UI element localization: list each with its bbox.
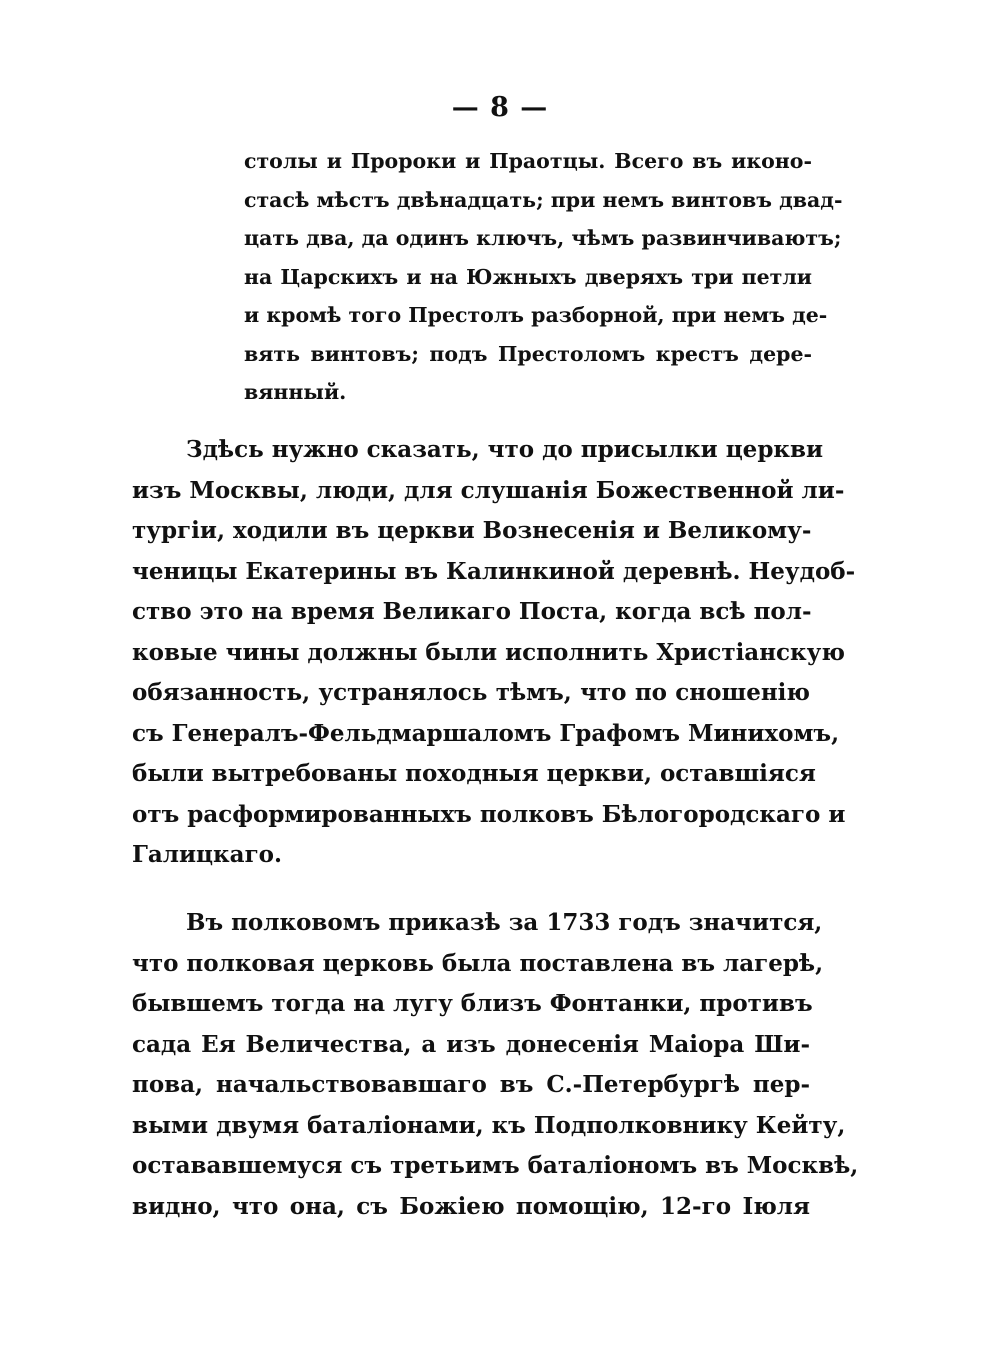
paragraph-line: Въ полковомъ приказѣ за 1733 годъ значится, — [186, 909, 823, 936]
paragraph-line: тургіи, ходили въ церкви Вознесенія и Великому- — [132, 517, 812, 544]
paragraph-line: ченицы Екатерины въ Калинкиной деревнѣ. Неудоб- — [132, 557, 856, 585]
paragraph-line: отъ расформированныхъ полковъ Бѣлогородскаго и — [132, 800, 846, 828]
quote-line: стасѣ мѣстъ двѣнадцать; при немъ винтовъ двад- — [244, 187, 843, 212]
paragraph-line: ковые чины должны были исполнить Христіанскую — [132, 638, 845, 666]
quote-line: и кромѣ того Престолъ разборной, при немъ де- — [244, 303, 828, 327]
paragraph-line: обязанность, устранялось тѣмъ, что по сношенію — [132, 679, 810, 706]
paragraph-line: видно, что она, съ Божіею помощію, 12-го Іюля — [132, 1192, 810, 1220]
quote-line: на Царскихъ и на Южныхъ дверяхъ три петли — [244, 264, 812, 289]
paragraph-line: бывшемъ тогда на лугу близъ Фонтанки, противъ — [132, 990, 813, 1017]
paragraph-line: были вытребованы походныя церкви, оставшіяся — [132, 760, 816, 787]
paragraph-line: Здѣсь нужно сказать, что до присылки церкви — [186, 436, 824, 463]
paragraph-line: сада Ея Величества, а изъ донесенія Маiора Ши- — [132, 1030, 810, 1058]
page-number: — 8 — — [451, 92, 549, 123]
quote-line: вянный. — [244, 380, 347, 404]
paragraph-regimental-order — [132, 903, 859, 1227]
paragraph-line: съ Генералъ-Фельдмаршаломъ Графомъ Минихомъ, — [132, 719, 840, 747]
quote-line: столы и Пророки и Праотцы. Всего въ иконо- — [244, 149, 812, 173]
quoted-inventory-text — [244, 142, 843, 412]
quote-line: вять винтовъ; подъ Престоломъ крестъ дере- — [244, 341, 812, 366]
paragraph-line: пова, начальствовавшаго въ С.-Петербургѣ пер- — [132, 1071, 810, 1098]
paragraph-line: что полковая церковь была поставлена въ лагерѣ, — [132, 949, 824, 977]
quote-line: цать два, да одинъ ключъ, чѣмъ развинчиваютъ; — [244, 226, 842, 250]
paragraph-line: изъ Москвы, люди, для слушанія Божественной ли- — [132, 476, 845, 504]
paragraph-line: выми двумя баталіонами, къ Подполковнику Кейту, — [132, 1111, 846, 1139]
paragraph-line: ство это на время Великаго Поста, когда всѣ пол- — [132, 598, 812, 625]
paragraph-line: остававшемуся съ третьимъ баталіономъ въ Москвѣ, — [132, 1152, 859, 1179]
paragraph-church-history — [132, 430, 856, 876]
paragraph-line: Галицкаго. — [132, 841, 283, 868]
